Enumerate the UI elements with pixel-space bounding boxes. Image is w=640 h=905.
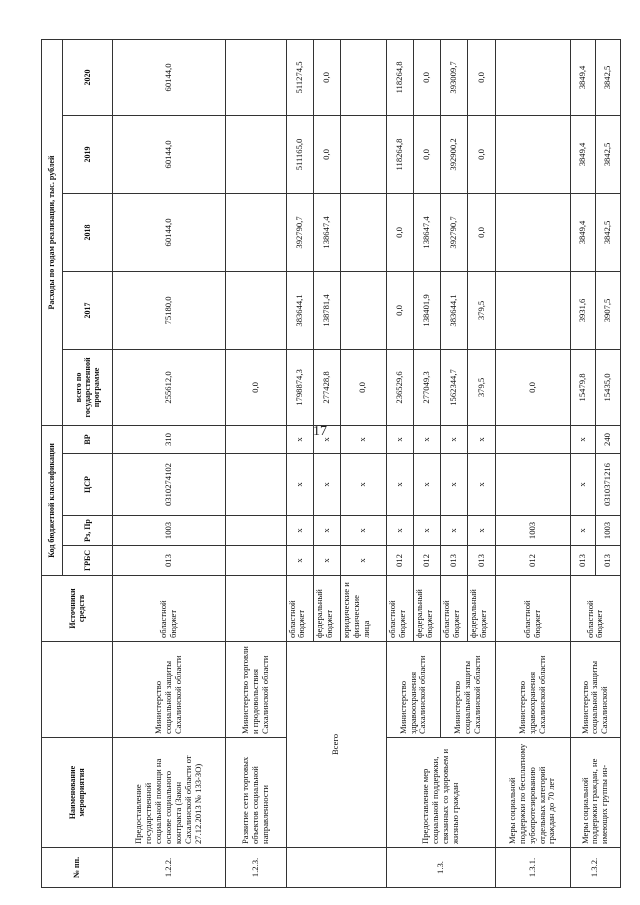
row-name: Меры социальной поддержки по бесплатному зубопротезированию отдельных категорий граждан до 70 лет <box>495 738 570 848</box>
cell-total: 277049,3 <box>414 349 441 425</box>
header-rzpr: Рз, Пр <box>62 516 112 546</box>
cell-2017: 3907,5 <box>595 271 620 349</box>
cell-2017: 383644,1 <box>441 271 468 349</box>
cell-2019: 118264,8 <box>386 115 413 193</box>
header-vr: ВР <box>62 425 112 453</box>
cell-grbs: 013 <box>595 546 620 576</box>
cell-2018: 392790,7 <box>286 193 313 271</box>
total-label: Всего <box>286 642 386 848</box>
header-year: 2018 <box>62 193 112 271</box>
row-executor: Министерство торговли и продовольствия Сахалинской области <box>225 642 286 738</box>
cell-vr: х <box>441 425 468 453</box>
header-year: 2019 <box>62 115 112 193</box>
cell-grbs: х <box>313 546 340 576</box>
cell-total: 0,0 <box>340 349 386 425</box>
row-executor: Министерство социальной защиты Сахалинской области <box>113 642 226 738</box>
cell-2018: 138647,4 <box>313 193 340 271</box>
cell-total: 277428,8 <box>313 349 340 425</box>
header-expenses: Расходы по годам реализации, тыс. рублей <box>42 39 63 425</box>
budget-table <box>41 39 621 888</box>
cell-2019: 3842,5 <box>595 115 620 193</box>
cell-total: 15435,0 <box>595 349 620 425</box>
cell-rzpr: х <box>468 516 495 546</box>
cell-2020: 118264,8 <box>386 39 413 115</box>
page-number: 17 <box>313 424 327 439</box>
cell-2018: 392790,7 <box>441 193 468 271</box>
row-source: областной бюджет <box>286 576 313 642</box>
table-row <box>113 39 226 887</box>
cell-grbs: 013 <box>441 546 468 576</box>
cell-2017: 379,5 <box>468 271 495 349</box>
row-source: областной бюджет <box>495 576 570 642</box>
cell-rzpr: 1003 <box>113 516 226 546</box>
cell-2020 <box>340 39 386 115</box>
cell-2020: 3849,4 <box>570 39 595 115</box>
cell-rzpr: х <box>441 516 468 546</box>
cell-2017: 75180,0 <box>113 271 226 349</box>
header-source: Источники средств <box>42 576 113 642</box>
cell-grbs: 013 <box>468 546 495 576</box>
header-year: 2017 <box>62 271 112 349</box>
cell-2018: 0,0 <box>468 193 495 271</box>
row-num: 1.3.1. <box>495 848 570 888</box>
cell-grbs: 013 <box>570 546 595 576</box>
header-csr: ЦСР <box>62 454 112 516</box>
row-name: Развитие сети торговых объектов социальной направленности <box>225 738 286 848</box>
cell-2020: 0,0 <box>468 39 495 115</box>
cell-rzpr: х <box>286 516 313 546</box>
row-source: областной бюджет <box>386 576 413 642</box>
row-source: федеральный бюджет <box>313 576 340 642</box>
table-row <box>570 39 595 887</box>
cell-2018: 3849,4 <box>570 193 595 271</box>
cell-2020: 511274,5 <box>286 39 313 115</box>
row-name: Меры социальной поддержки граждан, не имеющих группы ин- <box>570 738 620 848</box>
cell-grbs: 012 <box>414 546 441 576</box>
table-row <box>225 39 286 887</box>
row-num: 1.3. <box>386 848 495 888</box>
cell-csr: 0310274102 <box>113 454 226 516</box>
row-source: областной бюджет <box>570 576 620 642</box>
cell-rzpr: х <box>570 516 595 546</box>
cell-2018 <box>340 193 386 271</box>
cell-csr: х <box>386 454 413 516</box>
cell-2020: 0,0 <box>313 39 340 115</box>
cell-2019: 511165,0 <box>286 115 313 193</box>
cell-total: 379,5 <box>468 349 495 425</box>
header-kbk: Код бюджетной классификации <box>42 425 63 575</box>
cell-2017: 0,0 <box>386 271 413 349</box>
cell-2017: 3931,6 <box>570 271 595 349</box>
header-executor <box>42 642 113 738</box>
cell-csr: х <box>313 454 340 516</box>
row-executor: Министерство здравоохранения Сахалинской области <box>386 642 440 738</box>
cell-total: 1562344,7 <box>441 349 468 425</box>
cell-2019: 3849,4 <box>570 115 595 193</box>
cell-grbs: х <box>286 546 313 576</box>
cell-total: 0,0 <box>225 349 286 425</box>
cell-vr: х <box>313 425 340 453</box>
row-source: юридические и физические лица <box>340 576 386 642</box>
cell-vr: х <box>386 425 413 453</box>
cell-2017: 138781,4 <box>313 271 340 349</box>
row-num: 1.2.3. <box>225 848 286 888</box>
cell-total: 1798874,3 <box>286 349 313 425</box>
header-grbs: ГРБС <box>62 546 112 576</box>
cell-vr: х <box>570 425 595 453</box>
cell-2020: 60144,0 <box>113 39 226 115</box>
cell-total: 236529,6 <box>386 349 413 425</box>
cell-csr: х <box>340 454 386 516</box>
cell-rzpr: х <box>414 516 441 546</box>
cell-grbs: 012 <box>495 546 570 576</box>
cell-csr: х <box>441 454 468 516</box>
row-name: Предоставление мер социальной поддержки, связанных со здоровьем и жизнью граждан <box>386 738 495 848</box>
cell-vr: х <box>340 425 386 453</box>
cell-rzpr: 1003 <box>595 516 620 546</box>
cell-grbs: 013 <box>113 546 226 576</box>
row-source: федеральный бюджет <box>414 576 441 642</box>
cell-rzpr: х <box>386 516 413 546</box>
cell-2018: 60144,0 <box>113 193 226 271</box>
cell-csr: х <box>468 454 495 516</box>
cell-total: 15479,8 <box>570 349 595 425</box>
row-executor: Министерство социальной защиты Сахалинской <box>570 642 620 738</box>
cell-2017: 138401,9 <box>414 271 441 349</box>
header-year: 2020 <box>62 39 112 115</box>
cell-grbs: 012 <box>386 546 413 576</box>
row-num: 1.3.2. <box>570 848 620 888</box>
row-name: Предоставление государственной социальной помощи на основе социального контракта (Закон Сахалинской области от 27.12.2013 № 133-ЗО) <box>113 738 226 848</box>
cell-2019: 0,0 <box>313 115 340 193</box>
cell-csr: х <box>414 454 441 516</box>
cell-2018: 0,0 <box>386 193 413 271</box>
cell-2020: 0,0 <box>414 39 441 115</box>
cell-2020: 393009,7 <box>441 39 468 115</box>
cell-grbs: х <box>340 546 386 576</box>
row-source: областной бюджет <box>441 576 468 642</box>
cell-vr: х <box>414 425 441 453</box>
cell-csr: х <box>286 454 313 516</box>
cell-total: 0,0 <box>495 349 570 425</box>
cell-rzpr: х <box>340 516 386 546</box>
cell-rzpr: х <box>313 516 340 546</box>
row-executor: Министерство здравоохранения Сахалинской области <box>495 642 570 738</box>
cell-total: 255612,0 <box>113 349 226 425</box>
header-total: всего по государственной программе <box>62 349 112 425</box>
cell-2020: 3842,5 <box>595 39 620 115</box>
table-row <box>495 39 570 887</box>
rotated-page <box>41 40 621 888</box>
cell-2018: 138647,4 <box>414 193 441 271</box>
cell-csr: х <box>570 454 595 516</box>
table-row <box>386 39 413 887</box>
header-num: № пп. <box>42 848 113 888</box>
cell-rzpr: 1003 <box>495 516 570 546</box>
cell-2017: 383644,1 <box>286 271 313 349</box>
cell-2018: 3842,5 <box>595 193 620 271</box>
header-name: Наименование мероприятия <box>42 738 113 848</box>
cell-2019: 60144,0 <box>113 115 226 193</box>
row-executor: Министерство социальной защиты Сахалинской области <box>441 642 495 738</box>
table-row <box>286 39 313 887</box>
cell-2019: 392900,2 <box>441 115 468 193</box>
cell-2019: 0,0 <box>414 115 441 193</box>
cell-vr: 240 <box>595 425 620 453</box>
cell-vr: х <box>468 425 495 453</box>
cell-2017 <box>340 271 386 349</box>
cell-csr: 0310371216 <box>595 454 620 516</box>
row-source: областной бюджет <box>113 576 226 642</box>
cell-2019: 0,0 <box>468 115 495 193</box>
row-num: 1.2.2. <box>113 848 226 888</box>
row-source: федеральный бюджет <box>468 576 495 642</box>
cell-vr: х <box>286 425 313 453</box>
cell-vr: 310 <box>113 425 226 453</box>
cell-2019 <box>340 115 386 193</box>
